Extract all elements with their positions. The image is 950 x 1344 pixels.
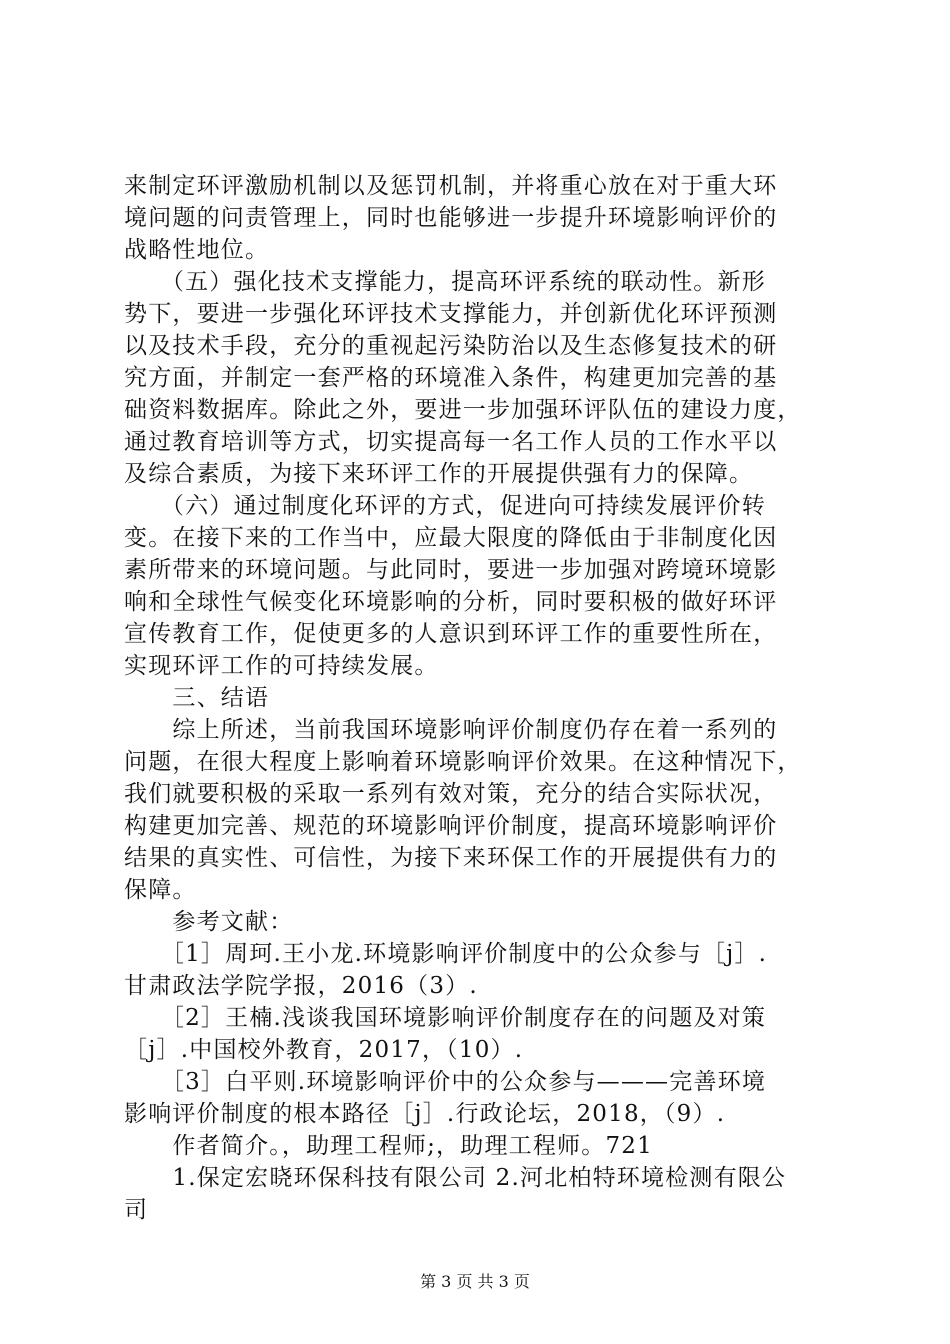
section-heading: 三、结语 — [124, 685, 270, 711]
affiliation-line: 司 — [124, 1197, 149, 1223]
reference-line: ［1］周珂.王小龙.环境影响评价制度中的公众参与［j］. — [124, 941, 768, 967]
text-line: 构建更加完善、规范的环境影响评价制度，提高环境影响评价 — [124, 813, 778, 839]
document-body — [124, 170, 834, 1226]
text-line: 通过教育培训等方式，切实提高每一名工作人员的工作水平以 — [124, 429, 778, 455]
text-line: 素所带来的环境问题。与此同时，要进一步加强对跨境环境影 — [124, 557, 778, 583]
reference-line: 甘肃政法学院学报，2016（3）. — [124, 973, 478, 999]
references-heading: 参考文献： — [124, 909, 294, 935]
text-line: （五）强化技术支撑能力，提高环评系统的联动性。新形 — [124, 269, 766, 295]
text-line: 来制定环评激励机制以及惩罚机制，并将重心放在对于重大环 — [124, 173, 778, 199]
reference-line: 影响评价制度的根本路径［j］.行政论坛，2018，（9）. — [124, 1101, 726, 1127]
text-line: 变。在接下来的工作当中，应最大限度的降低由于非制度化因 — [124, 525, 778, 551]
text-line: 实现环评工作的可持续发展。 — [124, 653, 439, 679]
text-line: 究方面，并制定一套严格的环境准入条件，构建更加完善的基 — [124, 365, 778, 391]
text-line: 响和全球性气候变化环境影响的分析，同时要积极的做好环评 — [124, 589, 778, 615]
text-line: 问题，在很大程度上影响着环境影响评价效果。在这种情况下， — [124, 749, 802, 775]
text-line: 结果的真实性、可信性，为接下来环保工作的开展提供有力的 — [124, 845, 778, 871]
page-number-footer: 第 3 页 共 3 页 — [420, 1272, 530, 1291]
author-info-line: 作者简介。，助理工程师;，助理工程师。721 — [124, 1133, 653, 1159]
reference-line: ［2］王楠.浅谈我国环境影响评价制度存在的问题及对策 — [124, 1005, 767, 1031]
text-line: 势下，要进一步强化环评技术支撑能力，并创新优化环评预测 — [124, 301, 778, 327]
text-line: 我们就要积极的采取一系列有效对策，充分的结合实际状况， — [124, 781, 778, 807]
reference-line: ［j］.中国校外教育，2017，（10）. — [124, 1037, 524, 1063]
text-line: 及综合素质，为接下来环评工作的开展提供强有力的保障。 — [124, 461, 754, 487]
affiliation-line: 1.保定宏晓环保科技有限公司 2.河北柏特环境检测有限公 — [124, 1165, 787, 1191]
text-line: 境问题的问责管理上，同时也能够进一步提升环境影响评价的 — [124, 205, 778, 231]
text-line: 以及技术手段，充分的重视起污染防治以及生态修复技术的研 — [124, 333, 778, 359]
text-line: 综上所述，当前我国环境影响评价制度仍存在着一系列的 — [124, 717, 778, 743]
text-line: 战略性地位。 — [124, 237, 270, 263]
text-line: （六）通过制度化环评的方式，促进向可持续发展评价转 — [124, 493, 766, 519]
text-line: 宣传教育工作，促使更多的人意识到环评工作的重要性所在， — [124, 621, 778, 647]
text-line: 保障。 — [124, 877, 197, 903]
text-line: 础资料数据库。除此之外，要进一步加强环评队伍的建设力度， — [124, 397, 802, 423]
reference-line: ［3］白平则.环境影响评价中的公众参与———完善环境 — [124, 1069, 767, 1095]
